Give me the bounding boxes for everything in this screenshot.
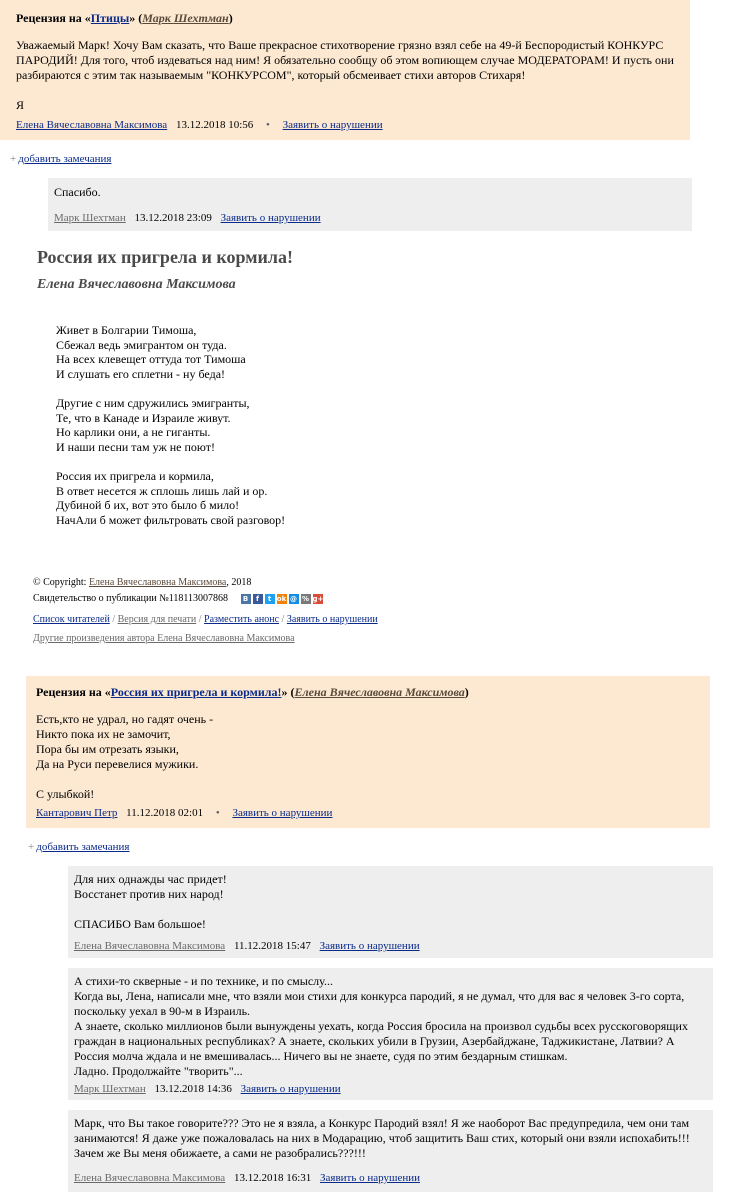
facebook-icon[interactable]: f [253,594,263,604]
plus-icon: + [28,841,35,853]
social-icons [241,594,323,604]
review-meta [16,118,383,133]
add-remark-link[interactable]: добавить замечания [18,153,112,165]
reply-meta [74,939,420,954]
review-date: 11.12.2018 02:01 [126,807,204,819]
reply-body: Марк, что Вы такое говорите??? Это не я взяла, а Конкурс Пародий взял! Я же наоборот Вас предупредила, чем они там занимаются! Я даже уже пожаловалась на них в Модарацию, чтоб защитить Ваш стих, который они взяли испохабить!!! Зачем же Вы меня обижаете, а сами не разобрались???!!! [74,1116,690,1160]
reply-meta [74,1082,341,1097]
work-links [33,612,378,627]
copyright-line [33,575,251,590]
review-bullet: • [266,119,270,131]
report-link[interactable]: Заявить о нарушении [282,119,383,131]
reply-author-link[interactable]: Елена Вячеславовна Максимова [74,940,226,952]
copyright-prefix: © Copyright: [33,577,89,588]
review-author-name-link[interactable]: Кантарович Петр [36,807,118,819]
review-meta [36,806,332,821]
reply-meta [74,1171,420,1186]
review-date: 13.12.2018 10:56 [175,119,254,131]
add-remark [28,840,130,855]
poem-title: Россия их пригрела и кормила! [37,247,293,267]
vk-icon[interactable]: В [241,594,251,604]
report-link[interactable]: Заявить о нарушении [220,212,321,224]
report-link[interactable]: Заявить о нарушении [232,807,333,819]
reply-card [48,178,692,231]
other-works-link[interactable]: Другие произведения автора Елена Вячеславовна Максимова [33,633,295,644]
other-works [33,631,295,646]
review-body: Есть,кто не удрал, но гадят очень - Никто пока их не замочит, Пора бы им отрезать языки, Да на Руси перевелися мужики. С улыбкой! [36,712,214,801]
review-card [26,676,710,828]
reply-body: Для них однажды час придет! Восстанет против них народ! СПАСИБО Вам большое! [74,872,227,931]
reply-body: А стихи-то скверные - и по технике, и по смыслу... Когда вы, Лена, написали мне, что взяли мои стихи для конкурса пародий, я не думал, что для вас я человек 3-го сорта, поскольку уехал в 90-м в Израиль. А знаете, сколько миллионов были вынуждены уехать, когда Россия бросила на произвол судьбы всех русскоговорящих граждан в национальных республиках? А знаете, скольких убили в Грузии, Азербайджане, Таджикистане, Латвии? А Россия молча ждала и не вмешивалась... Ничего вы не знаете, судя по этим бездарным стишкам. Ладно. Продолжайте "творить"... [74,974,688,1078]
review-card [0,0,690,140]
odnoklassniki-icon[interactable]: ok [276,594,287,603]
review-header [36,685,469,700]
copyright-author-link[interactable]: Елена Вячеславовна Максимова [88,577,227,588]
reply-author-link[interactable]: Елена Вячеславовна Максимова [74,1172,226,1184]
links-sep: / [279,614,287,625]
readers-link[interactable]: Список читателей [33,614,110,625]
reply-date: 13.12.2018 14:36 [154,1083,232,1095]
review-prefix: Рецензия на « [16,11,91,25]
review-author-link[interactable]: Марк Шехтман [142,11,229,25]
review-prefix: Рецензия на « [36,685,111,699]
reply-date: 13.12.2018 16:31 [233,1172,312,1184]
review-body: Уважаемый Марк! Хочу Вам сказать, что Ваше прекрасное стихотворение грязно взял себе на 49-й Беспородистый КОНКУРС ПАРОДИЙ! Для того, чтоб издеваться над ним! Я обязательно сообщу об этом вопиющем случае МОДЕРАТОРАМ! И пусть они разбираются с этим так называемым "КОНКУРСОМ", который обсмеивает стихи авторов Стихаря! Я [16,38,674,112]
reply-card [68,968,713,1100]
links-sep: / [196,614,205,625]
copyright-year: , 2018 [226,577,252,588]
report-link[interactable]: Заявить о нарушении [240,1083,341,1095]
twitter-icon[interactable]: t [265,594,275,604]
reply-date: 11.12.2018 15:47 [233,940,311,952]
plus-icon: + [10,153,17,165]
add-remark-link[interactable]: добавить замечания [36,841,130,853]
review-author-name-link[interactable]: Елена Вячеславовна Максимова [16,119,168,131]
review-work-link[interactable]: Россия их пригрела и кормила! [110,685,282,699]
links-sep: / [109,614,118,625]
report-link[interactable]: Заявить о нарушении [286,614,378,625]
reply-card [68,1110,713,1192]
review-bullet: • [215,807,220,819]
reply-date: 13.12.2018 23:09 [134,212,212,224]
reply-body: Спасибо. [54,185,101,199]
poem-text: Живет в Болгарии Тимоша, Сбежал ведь эмигрантом он туда. На всех клевещет оттуда тот Тимоша И слушать его сплетни - ну беда! Другие с ним сдружились эмигранты, Те, что в Канаде и Израиле живут. Но карлики они, а не гиганты. И наши песни там уж не поют! Россия их пригрела и кормила, В ответ несется ж сплошь лишь лай и ор. Дубиной б их, вот это было б мило! НачАли б может фильтровать свой разговор! [56,323,286,527]
mailru-icon[interactable]: @ [290,594,297,603]
certificate-line [33,591,323,606]
report-link[interactable]: Заявить о нарушении [320,1172,420,1184]
reply-card [68,866,713,958]
reply-meta [54,211,321,226]
review-suffix: ) [464,685,469,699]
review-mid: » ( [129,11,143,25]
review-mid: » ( [281,685,295,699]
livejournal-icon[interactable]: % [301,594,309,603]
certificate-text: Свидетельство о публикации №118113007868 [33,593,228,604]
report-link[interactable]: Заявить о нарушении [319,940,420,952]
poem-author: Елена Вячеславовна Максимова [37,277,236,292]
print-link[interactable]: Версия для печати [117,614,197,625]
announce-link[interactable]: Разместить анонс [204,614,280,625]
review-suffix: ) [228,11,233,25]
reply-author-link[interactable]: Марк Шехтман [74,1083,146,1095]
review-work-link[interactable]: Птицы [90,11,130,25]
review-author-link[interactable]: Елена Вячеславовна Максимова [294,685,465,699]
googleplus-icon[interactable]: g+ [312,594,324,603]
review-header [16,11,233,26]
reply-author-link[interactable]: Марк Шехтман [54,212,126,224]
add-remark [10,152,112,167]
